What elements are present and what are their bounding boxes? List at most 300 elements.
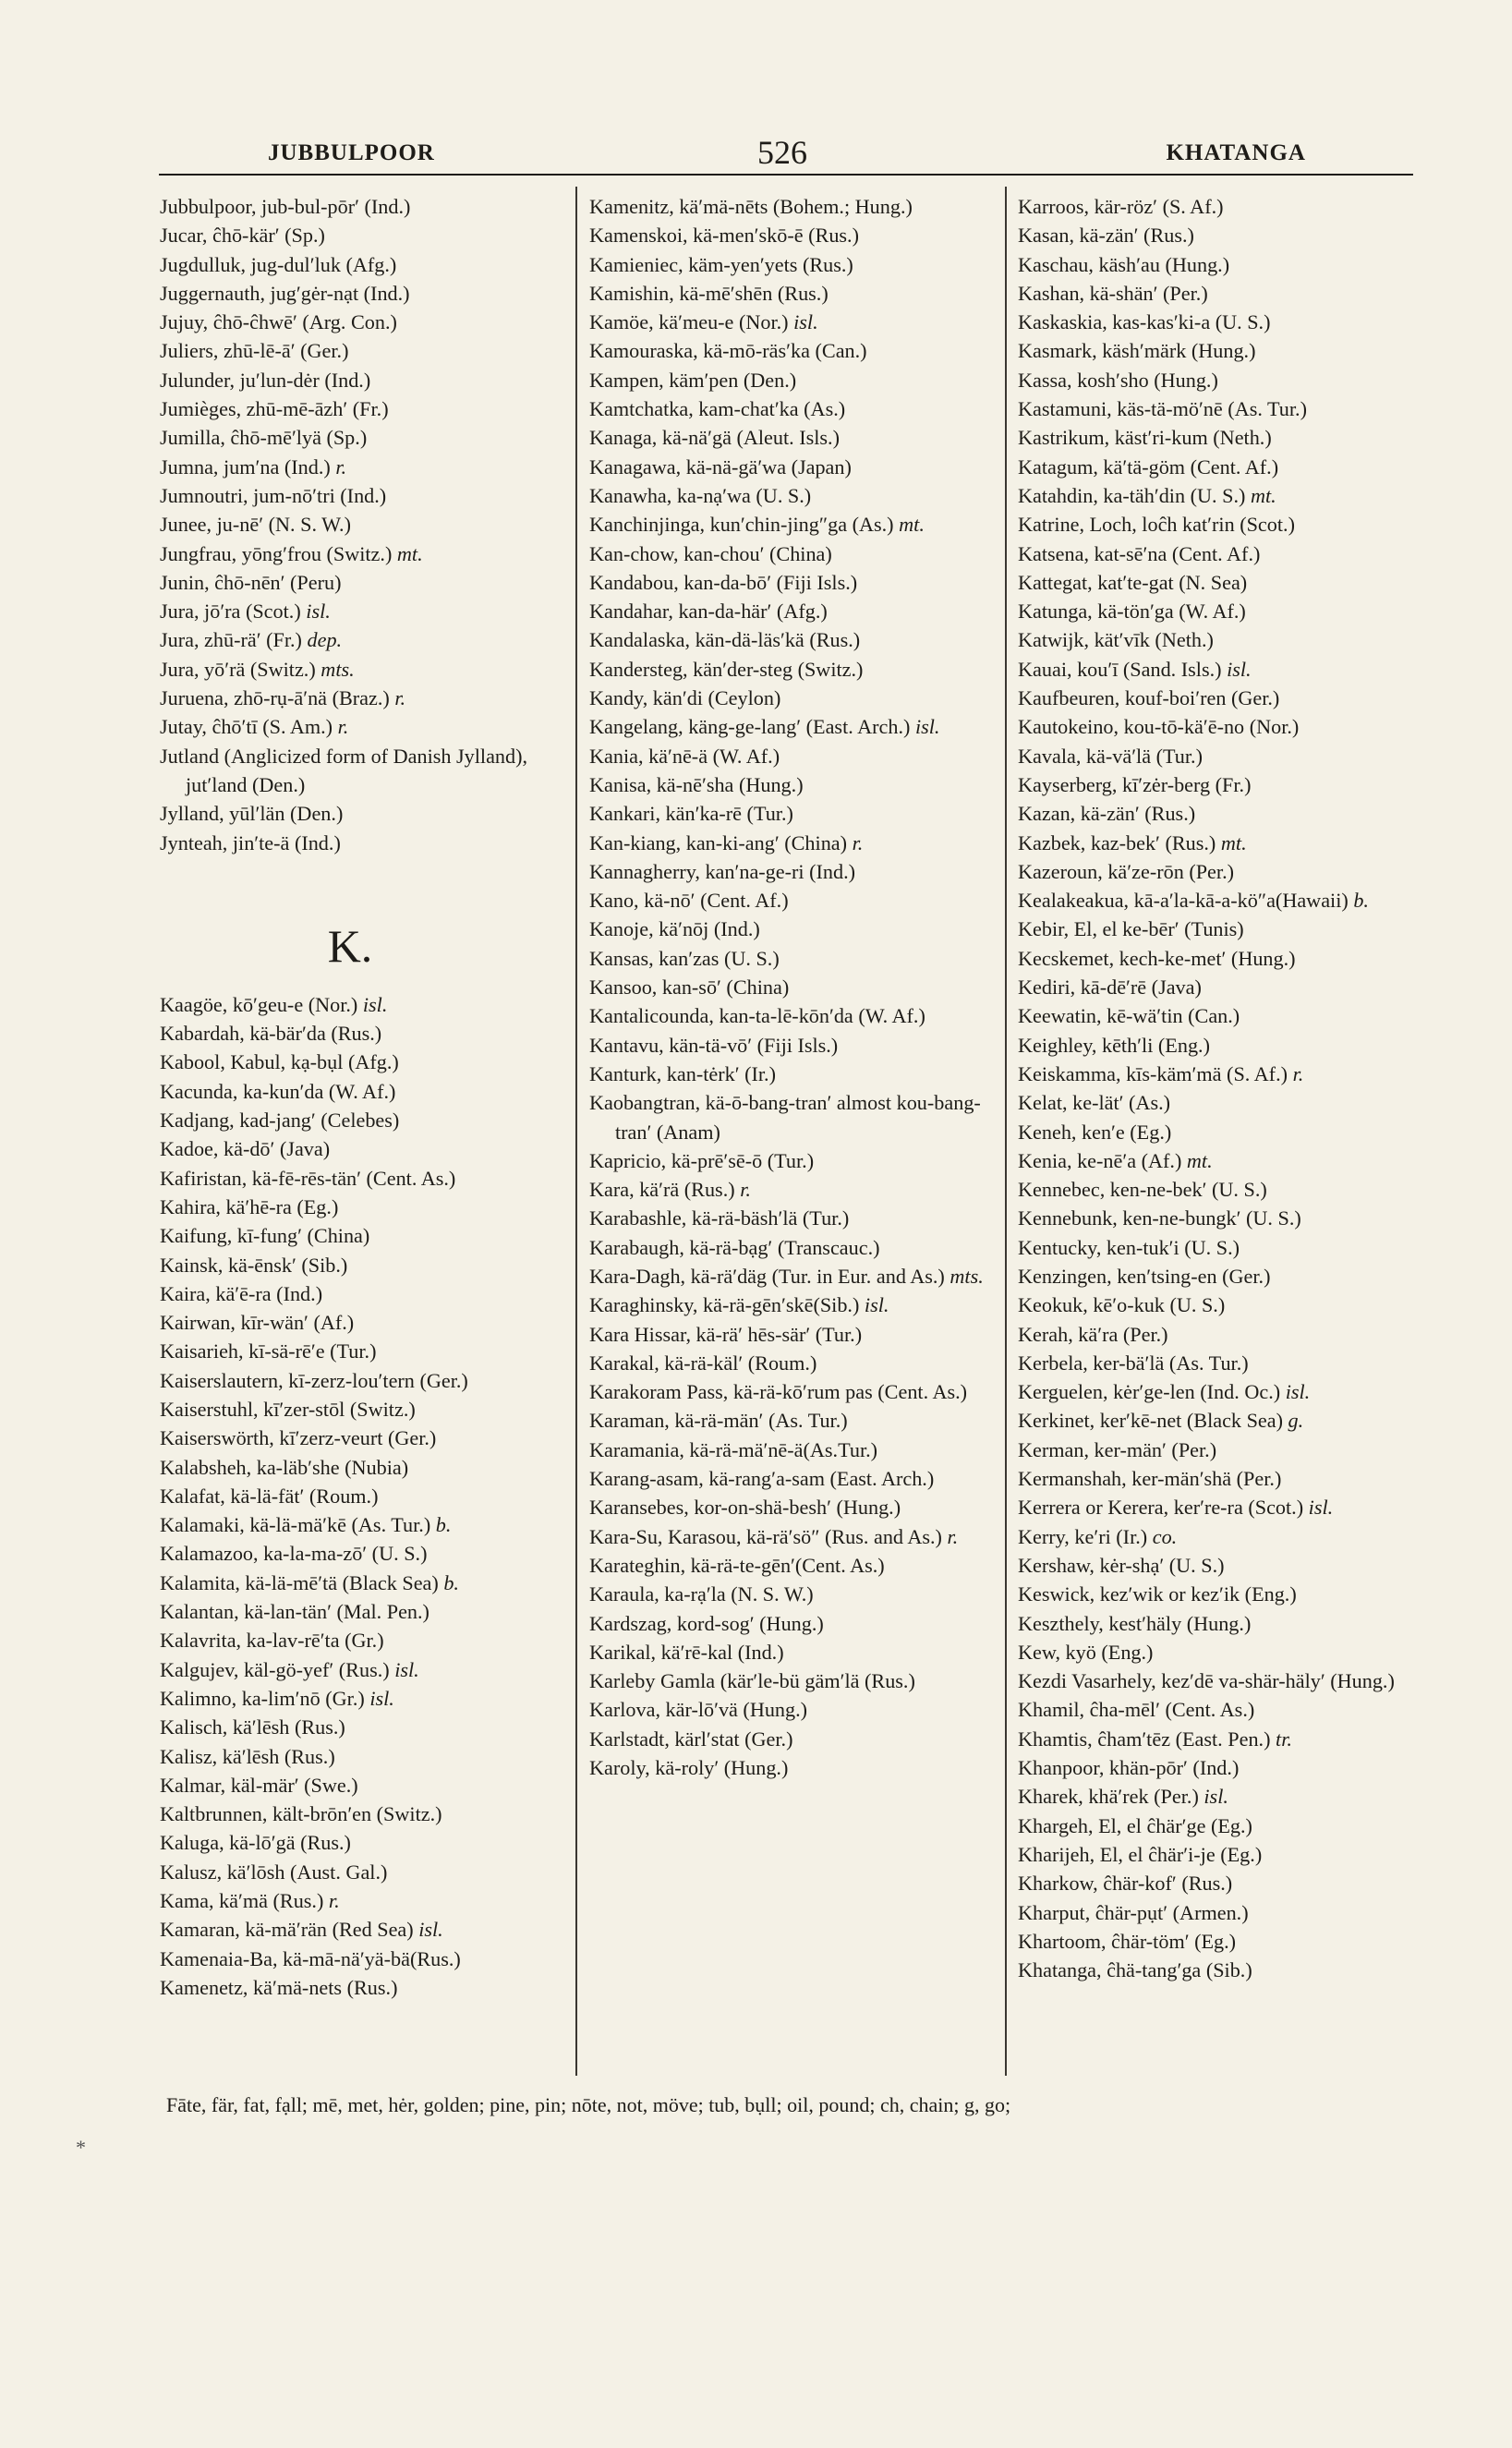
entry-text: Kazan, kä-zän′ (Rus.) — [1018, 802, 1196, 826]
gazetteer-entry — [589, 1436, 991, 1464]
entry-text: Kalimno, ka-lim′nō (Gr.) — [160, 1686, 365, 1710]
entry-text: Kanisa, kä-nē′sha (Hung.) — [589, 772, 804, 796]
entry-text: Kanawha, ka-nạ′wa (U. S.) — [589, 483, 812, 507]
gazetteer-entry — [160, 1569, 566, 1597]
gazetteer-entry — [1018, 973, 1422, 1001]
entry-feature-note: isl. — [362, 992, 388, 1016]
entry-feature-note: r. — [328, 1889, 340, 1913]
gazetteer-entry — [160, 625, 566, 654]
entry-text: Keighley, kēth′li (Eng.) — [1018, 1033, 1210, 1057]
entry-text: Kansas, kan′zas (U. S.) — [589, 946, 780, 970]
entry-feature-note: b. — [1353, 889, 1369, 913]
entry-text: Keswick, kez′wik or kez′ik (Eng.) — [1018, 1582, 1297, 1606]
gazetteer-entry — [1018, 366, 1422, 394]
gazetteer-entry — [160, 453, 566, 481]
gazetteer-entry — [1018, 886, 1422, 915]
gazetteer-entry — [1018, 481, 1422, 510]
entry-text: Jungfrau, yōng′frou (Switz.) — [160, 541, 393, 565]
entry-text: Kalisz, kä′lēsh (Rus.) — [160, 1744, 335, 1768]
entry-text: Kara-Su, Karasou, kä-rä′sö″ (Rus. and As.) — [589, 1524, 942, 1548]
entry-text: Karakoram Pass, kä-rä-kō′rum pas (Cent. As.) — [589, 1380, 968, 1404]
entry-text: Kandersteg, kän′der-steg (Switz.) — [589, 657, 864, 681]
entry-text: Kangelang, käng-ge-lang′ (East. Arch.) — [589, 715, 911, 739]
entry-text: Kairwan, kīr-wän′ (Af.) — [160, 1311, 355, 1335]
entry-text: Kaschau, käsh′au (Hung.) — [1018, 252, 1230, 276]
entry-text: Kaiserstuhl, kī′zer-stōl (Switz.) — [160, 1397, 416, 1421]
entry-text: Kafiristan, kä-fē-rēs-tän′ (Cent. As.) — [160, 1166, 456, 1190]
entry-text: Juggernauth, jug′gėr-nạt (Ind.) — [160, 281, 410, 305]
entry-text: Karamania, kä-rä-mä′nē-ä(As.Tur.) — [589, 1437, 878, 1461]
entry-text: Jutay, ĉhō′tī (S. Am.) — [160, 715, 333, 739]
entry-text: Kavala, kä-vä′lä (Tur.) — [1018, 744, 1203, 768]
entry-feature-note: isl. — [1285, 1380, 1311, 1404]
entry-text: Kandahar, kan-da-här′ (Afg.) — [589, 600, 828, 624]
entry-text: Kaskaskia, kas-kas′ki-a (U. S.) — [1018, 310, 1271, 334]
entry-text: Kaltbrunnen, kält-brōn′en (Switz.) — [160, 1802, 442, 1826]
gazetteer-entry — [589, 308, 991, 336]
gazetteer-entry — [589, 915, 991, 943]
entry-text: Karabashle, kä-rä-bäsh′lä (Tur.) — [589, 1206, 850, 1230]
entry-text: Katwijk, kät′vīk (Neth.) — [1018, 628, 1214, 652]
entry-text: Kastrikum, käst′ri-kum (Neth.) — [1018, 426, 1272, 450]
gazetteer-entry — [589, 1262, 991, 1291]
entry-feature-note: isl. — [1204, 1785, 1228, 1809]
gazetteer-entry — [589, 770, 991, 799]
gazetteer-entry — [1018, 829, 1422, 857]
gazetteer-entry — [160, 1828, 566, 1857]
entry-feature-note: isl. — [1308, 1496, 1334, 1520]
gazetteer-entry — [589, 394, 991, 423]
entry-text: Kalantan, kä-lan-tän′ (Mal. Pen.) — [160, 1600, 429, 1624]
gazetteer-entry — [160, 1655, 566, 1684]
gazetteer-entry — [160, 279, 566, 308]
entry-text: Kanturk, kan-tėrk′ (Ir.) — [589, 1061, 776, 1085]
entry-feature-note: mt. — [1220, 830, 1247, 854]
pronunciation-key: Fāte, fär, fat, fạll; mē, met, hėr, golden; pine, pin; nōte, not, möve; tub, bụll; oil, pound; ch, chain; g, go; — [166, 2093, 1011, 2116]
gazetteer-entry — [160, 1915, 566, 1944]
entry-text: Kharkow, ĉhär-kof′ (Rus.) — [1018, 1872, 1233, 1896]
gazetteer-entry — [589, 1753, 991, 1782]
entry-text: Kantalicounda, kan-ta-lē-kōn′da (W. Af.) — [589, 1004, 925, 1028]
gazetteer-entry — [160, 1453, 566, 1482]
entry-feature-note: mt. — [899, 513, 925, 537]
gazetteer-entry — [589, 973, 991, 1001]
entry-text: Kaufbeuren, kouf-boi′ren (Ger.) — [1018, 686, 1280, 710]
gazetteer-entry — [1018, 712, 1422, 741]
entry-feature-note: dep. — [307, 628, 343, 652]
gazetteer-entry — [589, 1580, 991, 1608]
gazetteer-entry — [1018, 1406, 1422, 1435]
entry-text: Jura, jō′ra (Scot.) — [160, 600, 301, 624]
entry-text: Keokuk, kē′o-kuk (U. S.) — [1018, 1293, 1226, 1317]
gazetteer-entry — [589, 568, 991, 597]
entry-text: Kalavrita, ka-lav-rē′ta (Gr.) — [160, 1629, 384, 1653]
entry-text: Kara-Dagh, kä-rä′däg (Tur. in Eur. and As.) — [589, 1264, 945, 1288]
entry-text: Kamishin, kä-mē′shēn (Rus.) — [589, 281, 829, 305]
column-divider — [1005, 187, 1007, 2076]
gazetteer-entry — [589, 1204, 991, 1232]
entry-text: Kamtchatka, kam-chat′ka (As.) — [589, 397, 846, 421]
gazetteer-entry — [1018, 1638, 1422, 1666]
entry-text: Junee, ju-nē′ (N. S. W.) — [160, 513, 351, 537]
entry-text: Kediri, kā-dē′rē (Java) — [1018, 976, 1202, 1000]
entry-text: Katagum, kä′tä-göm (Cent. Af.) — [1018, 454, 1279, 479]
gazetteer-entry — [160, 597, 566, 625]
gazetteer-entry — [589, 799, 991, 828]
gazetteer-entry — [589, 1493, 991, 1521]
entry-text: Kamouraska, kä-mō-räs′ka (Can.) — [589, 339, 867, 363]
entry-text: Kandabou, kan-da-bō′ (Fiji Isls.) — [589, 570, 858, 594]
gazetteer-entry — [1018, 1782, 1422, 1811]
gazetteer-entry — [589, 597, 991, 625]
gazetteer-entry — [589, 510, 991, 539]
gazetteer-entry — [589, 1377, 991, 1406]
entry-text: Karlova, kär-lō′vä (Hung.) — [589, 1698, 808, 1722]
entry-text: Karang-asam, kä-rang′a-sam (East. Arch.) — [589, 1467, 935, 1491]
entry-text: Kamaran, kä-mä′rän (Red Sea) — [160, 1918, 414, 1942]
entry-text: Kaobangtran, kä-ō-bang-tran′ almost kou-bang-tran′ (Anam) — [589, 1091, 981, 1144]
entry-text: Kerguelen, kėr′ge-len (Ind. Oc.) — [1018, 1380, 1281, 1404]
entry-text: Kalisch, kä′lēsh (Rus.) — [160, 1715, 345, 1739]
gazetteer-entry — [1018, 1146, 1422, 1175]
entry-text: Kaisarieh, kī-sä-rē′e (Tur.) — [160, 1339, 377, 1363]
entry-text: Jura, zhū-rä′ (Fr.) — [160, 628, 302, 652]
entry-text: Kaifung, kī-fung′ (China) — [160, 1224, 370, 1248]
gazetteer-entry — [1018, 1320, 1422, 1349]
gazetteer-entry — [160, 1251, 566, 1279]
entry-text: Kasmark, käsh′märk (Hung.) — [1018, 339, 1256, 363]
gazetteer-entry — [589, 250, 991, 279]
entry-text: Jynteah, jin′te-ä (Ind.) — [160, 830, 341, 854]
entry-text: Kaiserswörth, kī′zerz-veurt (Ger.) — [160, 1426, 437, 1450]
gazetteer-entry — [160, 1424, 566, 1452]
entry-feature-note: isl. — [306, 600, 331, 624]
gazetteer-entry — [1018, 1812, 1422, 1840]
entry-text: Kassa, kosh′sho (Hung.) — [1018, 368, 1218, 392]
gazetteer-entry — [1018, 568, 1422, 597]
entry-text: Kalusz, kä′lōsh (Aust. Gal.) — [160, 1860, 388, 1884]
gazetteer-entry — [1018, 279, 1422, 308]
gazetteer-entry — [1018, 1840, 1422, 1869]
gazetteer-entry — [160, 481, 566, 510]
entry-text: Kainsk, kä-ēnsk′ (Sib.) — [160, 1253, 348, 1277]
entry-text: Kara, kä′rä (Rus.) — [589, 1178, 735, 1202]
entry-text: Kaira, kä′ē-ra (Ind.) — [160, 1281, 323, 1305]
gazetteer-entry — [589, 857, 991, 886]
gazetteer-entry — [1018, 1869, 1422, 1897]
entry-text: Kaluga, kä-lō′gä (Rus.) — [160, 1831, 351, 1855]
gazetteer-entry — [589, 1060, 991, 1088]
entry-text: Karoly, kä-roly′ (Hung.) — [589, 1756, 789, 1780]
gazetteer-entry — [160, 394, 566, 423]
entry-text: Karlstadt, kärl′stat (Ger.) — [589, 1727, 793, 1751]
entry-text: Khargeh, El, el ĉhär′ge (Eg.) — [1018, 1813, 1252, 1837]
gazetteer-entry — [1018, 1436, 1422, 1464]
gazetteer-entry — [160, 1510, 566, 1539]
gazetteer-entry — [1018, 394, 1422, 423]
gazetteer-entry — [160, 1308, 566, 1337]
entry-text: Kamenetz, kä′mä-nets (Rus.) — [160, 1975, 398, 1999]
gazetteer-entry — [589, 336, 991, 365]
entry-feature-note: mt. — [1250, 483, 1276, 507]
gazetteer-entry — [160, 1395, 566, 1424]
gazetteer-entry — [1018, 423, 1422, 452]
gazetteer-entry — [1018, 1204, 1422, 1232]
gazetteer-entry — [589, 1088, 991, 1146]
entry-text: Jubbulpoor, jub-bul-pōr′ (Ind.) — [160, 195, 411, 218]
gazetteer-entry — [1018, 770, 1422, 799]
entry-text: Jugdulluk, jug-dul′luk (Afg.) — [160, 252, 397, 276]
gazetteer-entry — [160, 192, 566, 221]
entry-text: Kanchinjinga, kun′chin-jing″ga (As.) — [589, 513, 894, 537]
entry-feature-note: r. — [740, 1178, 751, 1202]
gazetteer-entry — [1018, 1377, 1422, 1406]
entry-text: Kamenaia-Ba, kä-mā-nä′yä-bä(Rus.) — [160, 1946, 461, 1970]
entry-feature-note: isl. — [394, 1657, 419, 1681]
gazetteer-entry — [160, 1482, 566, 1510]
gazetteer-entry — [160, 1742, 566, 1771]
entry-text: Karroos, kär-röz′ (S. Af.) — [1018, 195, 1224, 218]
entry-text: Katahdin, ka-täh′din (U. S.) — [1018, 483, 1246, 507]
gazetteer-entry — [589, 742, 991, 770]
entry-text: Kezdi Vasarhely, kez′dē va-shär-häly′ (Hung.) — [1018, 1669, 1395, 1693]
entry-feature-note: b. — [443, 1570, 459, 1594]
entry-text: Kennebunk, ken-ne-bungk′ (U. S.) — [1018, 1206, 1301, 1230]
entry-text: Karikal, kä′rē-kal (Ind.) — [589, 1640, 784, 1664]
entry-text: Kerbela, ker-bä′lä (As. Tur.) — [1018, 1351, 1249, 1375]
gazetteer-entry — [1018, 250, 1422, 279]
entry-text: Kazeroun, kä′ze-rōn (Per.) — [1018, 859, 1235, 883]
entry-feature-note: r. — [394, 686, 406, 710]
gazetteer-entry — [160, 1626, 566, 1654]
entry-text: Kharek, khä′rek (Per.) — [1018, 1785, 1199, 1809]
gazetteer-entry — [160, 1337, 566, 1365]
entry-text: Keszthely, kest′häly (Hung.) — [1018, 1611, 1252, 1635]
gazetteer-entry — [1018, 1753, 1422, 1782]
entry-text: Kealakeakua, kā-a′la-kā-a-kö″a(Hawaii) — [1018, 889, 1349, 913]
gazetteer-entry — [160, 829, 566, 857]
entry-text: Kaagöe, kō′geu-e (Nor.) — [160, 992, 358, 1016]
entry-text: Kashan, kä-shän′ (Per.) — [1018, 281, 1208, 305]
gazetteer-entry — [589, 1464, 991, 1493]
gazetteer-entry — [1018, 944, 1422, 973]
entry-text: Karaula, ka-rạ′la (N. S. W.) — [589, 1582, 814, 1606]
gazetteer-entry — [1018, 1551, 1422, 1580]
entry-text: Kalamita, kä-lä-mē′tä (Black Sea) — [160, 1570, 439, 1594]
page-number: 526 — [757, 134, 807, 171]
column-2 — [589, 192, 991, 1782]
entry-text: Kalmar, käl-mär′ (Swe.) — [160, 1773, 358, 1797]
gazetteer-entry — [160, 1945, 566, 1973]
gazetteer-entry — [589, 625, 991, 654]
column-1 — [160, 192, 566, 2002]
entry-text: Katunga, kä-tön′ga (W. Af.) — [1018, 600, 1246, 624]
entry-text: Jylland, yūl′län (Den.) — [160, 802, 344, 826]
gazetteer-entry — [160, 250, 566, 279]
gazetteer-entry — [1018, 1031, 1422, 1060]
gazetteer-entry — [1018, 1175, 1422, 1204]
gazetteer-entry — [160, 1048, 566, 1076]
entry-text: Keewatin, kē-wä′tin (Can.) — [1018, 1004, 1240, 1028]
gazetteer-entry — [1018, 655, 1422, 684]
entry-text: Kerrera or Kerera, ker′re-ra (Scot.) — [1018, 1496, 1304, 1520]
entry-feature-note: isl. — [418, 1918, 443, 1942]
gazetteer-entry — [1018, 1666, 1422, 1695]
gazetteer-entry — [160, 1106, 566, 1134]
entry-text: Khartoom, ĉhär-töm′ (Eg.) — [1018, 1929, 1237, 1953]
gazetteer-entry — [1018, 915, 1422, 943]
gazetteer-entry — [1018, 1349, 1422, 1377]
gazetteer-entry — [160, 366, 566, 394]
entry-feature-note: r. — [947, 1524, 959, 1548]
entry-text: Kalamaki, kä-lä-mä′kē (As. Tur.) — [160, 1513, 431, 1537]
entry-text: Jumièges, zhū-mē-āzh′ (Fr.) — [160, 397, 389, 421]
gazetteer-entry — [1018, 799, 1422, 828]
entry-text: Kannagherry, kan′na-ge-ri (Ind.) — [589, 859, 856, 883]
entry-text: Karateghin, kä-rä-te-gēn′(Cent. As.) — [589, 1553, 885, 1577]
entry-text: Keneh, ken′e (Eg.) — [1018, 1120, 1172, 1144]
gazetteer-entry — [160, 799, 566, 828]
entry-text: Kerman, ker-män′ (Per.) — [1018, 1437, 1217, 1461]
entry-feature-note: r. — [337, 715, 349, 739]
gazetteer-entry — [160, 1164, 566, 1193]
gazetteer-entry — [160, 568, 566, 597]
gazetteer-entry — [160, 712, 566, 741]
entry-text: Jura, yō′rä (Switz.) — [160, 657, 316, 681]
gazetteer-entry — [1018, 1291, 1422, 1319]
gazetteer-entry — [160, 1858, 566, 1886]
entry-text: Kew, kyö (Eng.) — [1018, 1640, 1154, 1664]
entry-text: Keiskamma, kīs-käm′mä (S. Af.) — [1018, 1061, 1288, 1085]
entry-text: Khanpoor, khän-pōr′ (Ind.) — [1018, 1756, 1240, 1780]
gazetteer-entry — [160, 336, 566, 365]
entry-text: Kahira, kä′hē-ra (Eg.) — [160, 1194, 339, 1218]
entry-feature-note: tr. — [1276, 1727, 1292, 1751]
entry-text: Kerkinet, ker′kē-net (Black Sea) — [1018, 1409, 1283, 1433]
gazetteer-entry — [589, 192, 991, 221]
entry-text: Kalabsheh, ka-läb′she (Nubia) — [160, 1455, 409, 1479]
gazetteer-entry — [160, 1713, 566, 1741]
header-rule — [159, 174, 1413, 176]
entry-text: Kanaga, kä-nä′gä (Aleut. Isls.) — [589, 426, 840, 450]
entry-text: Kania, kä′nē-ä (W. Af.) — [589, 744, 780, 768]
entry-text: Kermanshah, ker-män′shä (Per.) — [1018, 1467, 1282, 1491]
gazetteer-entry — [589, 423, 991, 452]
entry-text: Kautokeino, kou-tō-kä′ē-no (Nor.) — [1018, 715, 1300, 739]
entry-text: Kentucky, ken-tuk′i (U. S.) — [1018, 1235, 1240, 1259]
entry-text: Kelat, ke-lät′ (As.) — [1018, 1091, 1171, 1115]
gazetteer-entry — [1018, 1118, 1422, 1146]
entry-feature-note: isl. — [793, 310, 818, 334]
entry-text: Kankari, kän′ka-rē (Tur.) — [589, 802, 793, 826]
running-header — [166, 134, 1306, 176]
gazetteer-entry — [160, 1597, 566, 1626]
entry-text: Juliers, zhū-lē-ā′ (Ger.) — [160, 339, 349, 363]
gazetteer-entry — [589, 1349, 991, 1377]
entry-text: Jumilla, ĉhō-mē′lyä (Sp.) — [160, 426, 368, 450]
entry-text: Kharijeh, El, el ĉhär′i-je (Eg.) — [1018, 1842, 1263, 1866]
gazetteer-entry — [1018, 1898, 1422, 1927]
gazetteer-entry — [589, 481, 991, 510]
entry-text: Kershaw, kėr-shạ′ (U. S.) — [1018, 1553, 1225, 1577]
entry-feature-note: b. — [435, 1513, 452, 1537]
gazetteer-entry — [589, 829, 991, 857]
gazetteer-entry — [1018, 742, 1422, 770]
gazetteer-entry — [160, 655, 566, 684]
entry-text: Kalgujev, käl-gö-yef′ (Rus.) — [160, 1657, 390, 1681]
entry-text: Kansoo, kan-sō′ (China) — [589, 976, 790, 1000]
entry-text: Kennebec, ken-ne-bek′ (U. S.) — [1018, 1178, 1267, 1202]
section-letter-heading: K. — [327, 919, 373, 972]
gazetteer-entry — [1018, 192, 1422, 221]
entry-text: Kastamuni, käs-tä-mö′nē (As. Tur.) — [1018, 397, 1307, 421]
gazetteer-entry — [1018, 1522, 1422, 1551]
entry-text: Jujuy, ĉhō-ĉhwē′ (Arg. Con.) — [160, 310, 397, 334]
gazetteer-entry — [589, 1001, 991, 1030]
entry-text: Kara Hissar, kä-rä′ hēs-sär′ (Tur.) — [589, 1322, 863, 1346]
entry-feature-note: isl. — [864, 1293, 889, 1317]
gazetteer-entry — [160, 1019, 566, 1048]
gazetteer-entry — [1018, 1001, 1422, 1030]
gazetteer-entry — [589, 1551, 991, 1580]
entry-text: Karaman, kä-rä-män′ (As. Tur.) — [589, 1409, 848, 1433]
entry-feature-note: co. — [1152, 1524, 1178, 1548]
entry-text: Kecskemet, kech-ke-met′ (Hung.) — [1018, 946, 1296, 970]
gazetteer-entry — [589, 539, 991, 568]
gazetteer-entry — [1018, 625, 1422, 654]
entry-text: Kamenskoi, kä-men′skō-ē (Rus.) — [589, 224, 859, 248]
entry-text: Kasan, kä-zän′ (Rus.) — [1018, 224, 1194, 248]
gazetteer-entry — [1018, 1060, 1422, 1088]
gazetteer-entry — [1018, 1956, 1422, 1984]
gazetteer-entry — [160, 1539, 566, 1568]
gazetteer-entry — [1018, 1233, 1422, 1262]
gazetteer-entry — [160, 1886, 566, 1915]
gazetteer-entry — [1018, 221, 1422, 249]
entry-text: Kalamazoo, ka-la-ma-zō′ (U. S.) — [160, 1542, 428, 1566]
entry-text: Karaghinsky, kä-rä-gēn′skē(Sib.) — [589, 1293, 860, 1317]
entry-text: Kan-chow, kan-chou′ (China) — [589, 541, 832, 565]
gazetteer-entry — [589, 1031, 991, 1060]
entry-text: Kandy, kän′di (Ceylon) — [589, 686, 781, 710]
entry-text: Karabaugh, kä-rä-bạg′ (Transcauc.) — [589, 1235, 880, 1259]
entry-text: Kamieniec, käm-yen′yets (Rus.) — [589, 252, 853, 276]
entry-text: Kama, kä′mä (Rus.) — [160, 1889, 324, 1913]
entry-text: Kadoe, kä-dō′ (Java) — [160, 1137, 331, 1161]
gazetteer-entry — [589, 655, 991, 684]
entry-text: Karansebes, kor-on-shä-besh′ (Hung.) — [589, 1496, 901, 1520]
entry-text: Kalafat, kä-lä-fät′ (Roum.) — [160, 1484, 379, 1508]
gazetteer-entry — [160, 1771, 566, 1800]
entry-text: Kabardah, kä-bär′da (Rus.) — [160, 1022, 382, 1046]
gazetteer-entry — [160, 1366, 566, 1395]
entry-text: Khatanga, ĉhä-tang′ga (Sib.) — [1018, 1958, 1252, 1982]
entry-text: Kenia, ke-nē′a (Af.) — [1018, 1148, 1182, 1172]
entry-feature-note: r. — [1292, 1061, 1304, 1085]
gazetteer-entry — [589, 1695, 991, 1724]
entry-text: Kauai, kou′ī (Sand. Isls.) — [1018, 657, 1222, 681]
gazetteer-entry — [1018, 1609, 1422, 1638]
entry-text: Kaiserslautern, kī-zerz-lou′tern (Ger.) — [160, 1368, 468, 1392]
gazetteer-entry — [160, 1221, 566, 1250]
entry-feature-note: r. — [852, 830, 864, 854]
gazetteer-entry — [589, 1291, 991, 1319]
entry-feature-note: isl. — [914, 715, 940, 739]
entry-text: Kamenitz, kä′mä-nēts (Bohem.; Hung.) — [589, 195, 913, 218]
gazetteer-entry — [589, 1725, 991, 1753]
entry-text: Kano, kä-nō′ (Cent. Af.) — [589, 889, 789, 913]
entry-text: Kanagawa, kä-nä-gä′wa (Japan) — [589, 454, 852, 479]
